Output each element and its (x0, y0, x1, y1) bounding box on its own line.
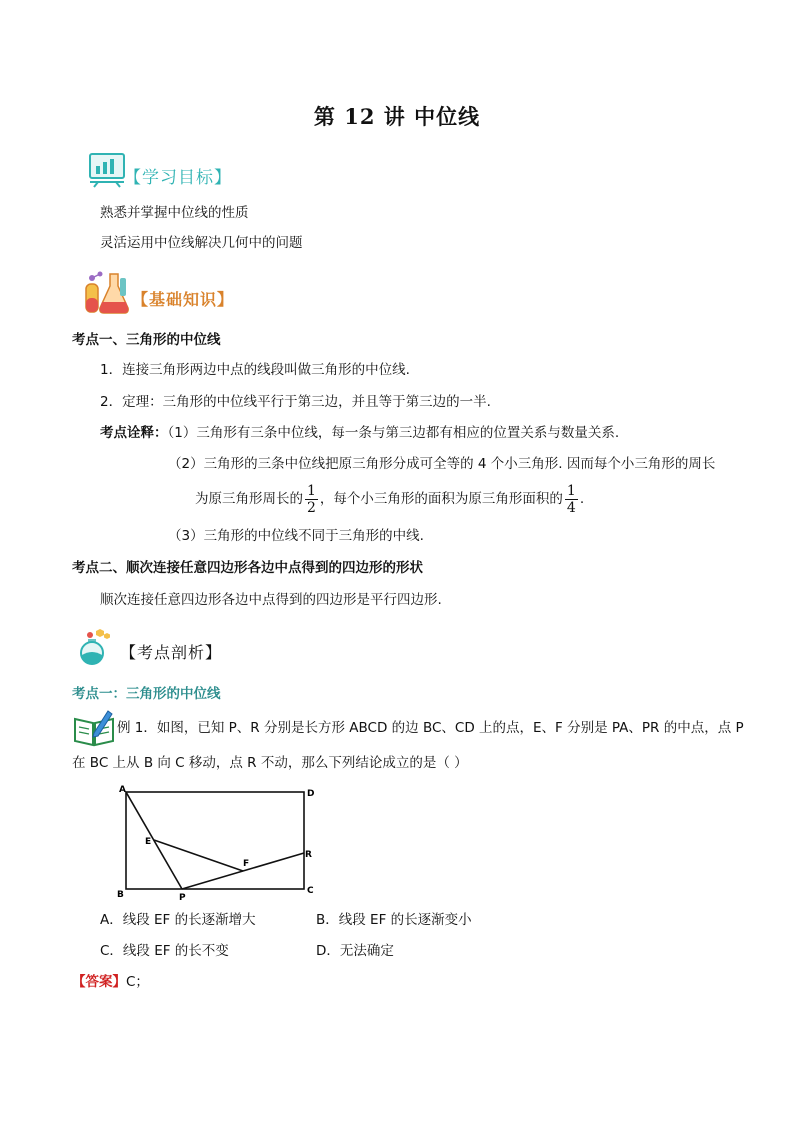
note-line-1 (100, 423, 619, 443)
fraction-one-half (305, 483, 318, 516)
label-r: R (305, 850, 312, 860)
option-d: D．无法确定 (316, 943, 394, 959)
point2-title: 考点二、顺次连接任意四边形各边中点得到的四边形的形状 (72, 560, 423, 576)
example-line-2: 在 BC 上从 B 向 C 移动，点 R 不动，那么下列结论成立的是（ ） (72, 755, 468, 771)
label-a: A (119, 785, 126, 795)
goal-item: 熟悉并掌握中位线的性质 (100, 205, 249, 221)
point2-text: 顺次连接任意四边形各边中点得到的四边形是平行四边形. (100, 592, 442, 608)
theorem-text: 2．定理：三角形的中位线平行于第三边，并且等于第三边的一半. (100, 394, 491, 410)
fraction-numerator: 1 (307, 482, 316, 499)
section-heading-analysis: 【考点剖析】 (120, 643, 223, 662)
note-line-3: （3）三角形的中位线不同于三角形的中线. (168, 528, 424, 544)
potion-bottle-icon (74, 625, 118, 665)
fraction-one-quarter (565, 483, 578, 516)
answer-value: C； (126, 974, 149, 990)
definition-text: 1．连接三角形两边中点的线段叫做三角形的中位线. (100, 362, 410, 378)
label-c: C (307, 886, 314, 896)
section-heading-basics: 【基础知识】 (132, 290, 235, 309)
fraction-denominator: 2 (307, 499, 316, 516)
note2b-mid: ，每个小三角形的面积为原三角形面积的 (319, 491, 563, 507)
option-a: A．线段 EF 的长逐渐增大 (100, 912, 256, 928)
rectangle-figure (112, 783, 318, 905)
label-f: F (243, 859, 250, 869)
option-c: C．线段 EF 的长不变 (100, 943, 229, 959)
analysis-subtitle: 考点一：三角形的中位线 (72, 686, 221, 702)
answer-label: 【答案】 (72, 974, 126, 990)
segment-ef (154, 840, 243, 871)
point1-title: 考点一、三角形的中位线 (72, 332, 221, 348)
presentation-board-icon (88, 152, 128, 188)
note-label: 考点诠释： (100, 425, 168, 441)
note-text-1: （1）三角形有三条中位线，每一条与第三边都有相应的位置关系与数量关系. (167, 425, 620, 441)
section-heading-goals: 【学习目标】 (124, 168, 232, 188)
note-line-2b (195, 481, 584, 521)
example-line-1: 例 1．如图，已知 P、R 分别是长方形 ABCD 的边 BC、CD 上的点，E、F 分别是 PA、PR 的中点，点 P (117, 720, 744, 736)
page-title: 第 12 讲 中位线 (313, 104, 481, 129)
note2b-pre: 为原三角形周长的 (195, 491, 303, 507)
rectangle-abcd (126, 792, 304, 889)
label-e: E (145, 837, 152, 847)
label-p: P (179, 893, 186, 903)
open-book-pencil-icon (72, 707, 118, 747)
label-d: D (307, 789, 315, 799)
option-b: B．线段 EF 的长逐渐变小 (316, 912, 472, 928)
goal-item: 灵活运用中位线解决几何中的问题 (100, 235, 303, 251)
label-b: B (117, 890, 124, 900)
fraction-denominator: 4 (566, 499, 576, 516)
note2b-end: . (579, 491, 585, 507)
note-line-2: （2）三角形的三条中位线把原三角形分成可全等的 4 个小三角形. 因而每个小三角形的周长 (168, 456, 716, 472)
fraction-numerator: 1 (566, 482, 576, 499)
answer-line (72, 972, 149, 992)
lab-flask-icon (82, 268, 132, 316)
